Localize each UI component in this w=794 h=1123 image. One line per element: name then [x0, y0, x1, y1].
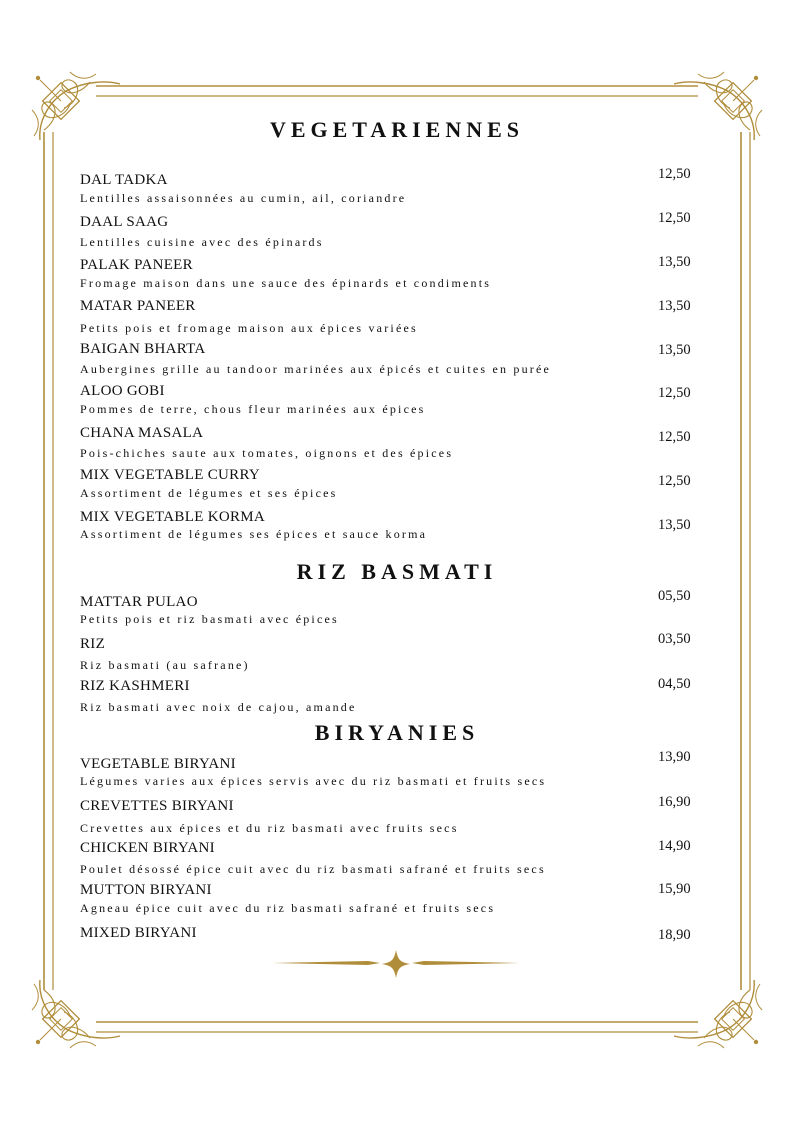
- menu-item-name: BAIGAN BHARTA: [80, 341, 206, 357]
- section-heading: RIZ BASMATI: [296, 559, 498, 584]
- menu-item-name: MATAR PANEER: [80, 298, 196, 314]
- menu-item-price: 13,50: [658, 254, 691, 270]
- menu-item-description: Riz basmati avec noix de cajou, amande: [80, 700, 357, 714]
- menu-item-name: MIXED BIRYANI: [80, 925, 197, 941]
- menu-item-name: MATTAR PULAO: [80, 594, 198, 610]
- menu-item-name: MUTTON BIRYANI: [80, 882, 212, 898]
- menu-item-name: RIZ: [80, 636, 106, 652]
- menu-item-price: 18,90: [658, 927, 691, 943]
- menu-item-description: Lentilles cuisine avec des épinards: [80, 235, 324, 249]
- menu-item-price: 15,90: [658, 881, 691, 897]
- menu-item-price: 13,50: [658, 517, 691, 533]
- menu-item-description: Petits pois et riz basmati avec épices: [80, 612, 339, 626]
- menu-item-name: MIX VEGETABLE KORMA: [80, 509, 266, 525]
- menu-item-name: RIZ KASHMERI: [80, 678, 190, 694]
- menu-item-name: DAL TADKA: [80, 172, 168, 188]
- menu-item-name: PALAK PANEER: [80, 257, 193, 273]
- menu-item-price: 12,50: [658, 473, 691, 489]
- menu-item-description: Petits pois et fromage maison aux épices variées: [80, 321, 418, 335]
- menu-item-description: Riz basmati (au safrane): [80, 658, 250, 672]
- menu-item-name: VEGETABLE BIRYANI: [80, 756, 236, 772]
- menu-item-price: 12,50: [658, 429, 691, 445]
- menu-item-price: 14,90: [658, 838, 691, 854]
- menu-item-price: 04,50: [658, 676, 691, 692]
- menu-item-price: 05,50: [658, 588, 691, 604]
- menu-item-description: Agneau épice cuit avec du riz basmati safrané et fruits secs: [80, 901, 496, 915]
- menu-item-price: 13,50: [658, 298, 691, 314]
- menu-item-description: Assortiment de légumes et ses épices: [80, 486, 338, 500]
- menu-item-name: ALOO GOBI: [80, 383, 165, 399]
- menu-item-name: DAAL SAAG: [80, 214, 169, 230]
- menu-item-description: Pois-chiches saute aux tomates, oignons et des épices: [80, 446, 454, 460]
- menu-item-price: 12,50: [658, 166, 691, 182]
- section-heading: VEGETARIENNES: [269, 117, 525, 142]
- menu-item-description: Lentilles assaisonnées au cumin, ail, coriandre: [80, 191, 407, 205]
- menu-item-description: Crevettes aux épices et du riz basmati avec fruits secs: [80, 821, 459, 835]
- menu-item-description: Légumes varies aux épices servis avec du riz basmati et fruits secs: [80, 774, 547, 788]
- menu-item-description: Assortiment de légumes ses épices et sauce korma: [80, 527, 428, 541]
- section-heading: BIRYANIES: [314, 720, 480, 745]
- menu-item-price: 03,50: [658, 631, 691, 647]
- menu-item-name: CHANA MASALA: [80, 425, 204, 441]
- menu-item-description: Poulet désossé épice cuit avec du riz basmati safrané et fruits secs: [80, 862, 546, 876]
- menu-item-description: Fromage maison dans une sauce des épinards et condiments: [80, 276, 492, 290]
- menu-item-name: CHICKEN BIRYANI: [80, 840, 215, 856]
- menu-item-price: 13,50: [658, 342, 691, 358]
- menu-item-price: 13,90: [658, 749, 691, 765]
- menu-item-price: 12,50: [658, 385, 691, 401]
- menu-item-price: 16,90: [658, 794, 691, 810]
- menu-item-description: Pommes de terre, chous fleur marinées aux épices: [80, 402, 426, 416]
- menu-item-name: MIX VEGETABLE CURRY: [80, 467, 261, 483]
- menu-item-name: CREVETTES BIRYANI: [80, 798, 234, 814]
- menu-item-description: Aubergines grille au tandoor marinées aux épicés et cuites en purée: [80, 362, 552, 376]
- menu-item-price: 12,50: [658, 210, 691, 226]
